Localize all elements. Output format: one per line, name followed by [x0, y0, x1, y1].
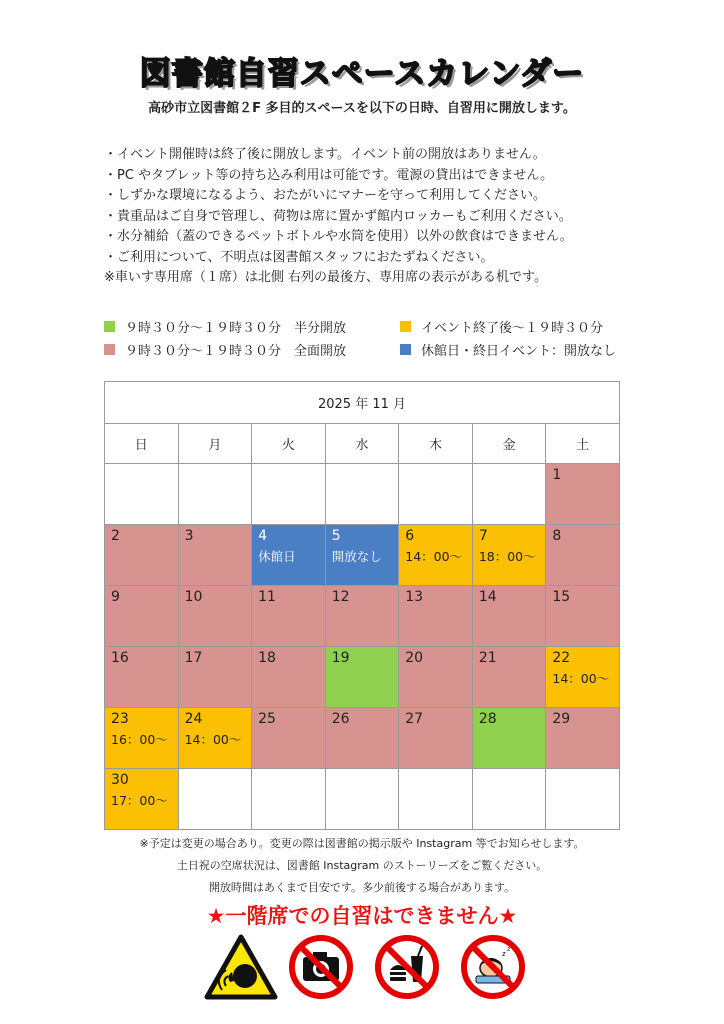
- empty-day-cell: [252, 769, 326, 830]
- day-number: 7: [478, 528, 488, 544]
- day-note: 14：00～: [184, 732, 242, 747]
- day-number: 5: [331, 528, 341, 544]
- calendar-table: [104, 381, 620, 830]
- day-cell: [546, 708, 620, 769]
- day-cell: [252, 647, 326, 708]
- day-cell: [105, 769, 179, 830]
- day-number: 24: [184, 711, 203, 727]
- legend-swatch-green: [104, 321, 115, 332]
- day-number: 30: [111, 772, 129, 788]
- day-number: 10: [184, 589, 203, 605]
- day-number: 6: [405, 528, 415, 544]
- footnote: 開放時間はあくまで目安です。多少前後する場合があります。: [208, 881, 516, 894]
- day-number: 27: [405, 711, 424, 727]
- calendar-week: [105, 647, 620, 708]
- calendar-week: [105, 586, 620, 647]
- first-floor-warning: ★一階席での自習はできません★: [206, 904, 518, 928]
- day-note: 14：00～: [552, 671, 610, 686]
- rule-item: ・水分補給（蓋のできるペットボトルや水筒を使用）以外の飲食はできません。: [104, 229, 573, 244]
- page-subtitle: 高砂市立図書館２F 多目的スペースを以下の日時、自習用に開放します。: [148, 101, 576, 116]
- day-cell: [325, 708, 399, 769]
- day-cell: [399, 708, 473, 769]
- day-cell: [105, 647, 179, 708]
- day-cell: [105, 525, 179, 586]
- day-cell: [472, 586, 546, 647]
- weekday-header: 木: [399, 424, 473, 464]
- legend-label: ９時３０分～１９時３０分 全面開放: [125, 344, 347, 359]
- legend-label: イベント終了後～１９時３０分: [421, 321, 604, 336]
- day-cell: [399, 525, 473, 586]
- day-note: 16：00～: [111, 732, 168, 747]
- day-cell: [178, 647, 252, 708]
- calendar-week: [105, 464, 620, 525]
- rule-item: ・ご利用について、不明点は図書館スタッフにおたずねください。: [104, 249, 494, 265]
- rules-list: [104, 145, 664, 289]
- empty-day-cell: [105, 464, 179, 525]
- empty-day-cell: [399, 464, 473, 525]
- day-number: 21: [478, 650, 497, 666]
- day-note: 18：00～: [478, 549, 536, 564]
- calendar-month: 2025 年 11 月: [105, 382, 620, 424]
- empty-day-cell: [399, 769, 473, 830]
- weekday-row: [105, 424, 620, 464]
- footnote: ※予定は変更の場合あり。変更の際は図書館の掲示版や Instagram 等でお知らせします。: [139, 837, 585, 850]
- day-cell: [178, 586, 252, 647]
- empty-day-cell: [252, 464, 326, 525]
- wheelchair-note: ※車いす専用席（１席）は北側 右列の最後方、専用席の表示がある机です。: [104, 270, 547, 285]
- footnote: 土日祝の空席状況は、図書館 Instagram のストーリーズをご覧ください。: [176, 859, 548, 872]
- weekday-header: 金: [472, 424, 546, 464]
- svg-text:z: z: [507, 946, 511, 953]
- legend-label: ９時３０分～１９時３０分 半分開放: [125, 321, 347, 336]
- day-number: 26: [331, 711, 350, 727]
- weekday-header: 日: [105, 424, 179, 464]
- calendar-week: [105, 769, 620, 830]
- day-number: 15: [552, 589, 571, 605]
- legend-full-open: [104, 340, 346, 359]
- svg-text:z: z: [502, 950, 506, 958]
- legend-swatch-pink: [104, 344, 115, 355]
- day-cell: [325, 586, 399, 647]
- empty-day-cell: [325, 769, 399, 830]
- day-number: 25: [258, 711, 276, 727]
- day-number: 20: [405, 650, 424, 666]
- day-note: 休館日: [258, 549, 296, 564]
- calendar-week: [105, 525, 620, 586]
- day-number: 14: [478, 589, 497, 605]
- weekday-header: 月: [178, 424, 252, 464]
- day-cell: [178, 525, 252, 586]
- day-cell: [252, 708, 326, 769]
- day-number: 12: [331, 589, 350, 605]
- day-number: 3: [184, 528, 194, 544]
- prohibition-icons: [204, 934, 524, 1000]
- day-cell: [105, 586, 179, 647]
- calendar-week: [105, 708, 620, 769]
- day-number: 9: [111, 589, 120, 605]
- empty-day-cell: [325, 464, 399, 525]
- day-cell: [399, 647, 473, 708]
- day-number: 2: [111, 528, 120, 544]
- day-cell: [325, 525, 399, 586]
- weekday-header: 土: [546, 424, 620, 464]
- no-food-drink-icon: [374, 934, 440, 1000]
- day-note: 17：00～: [111, 793, 168, 808]
- day-cell: [399, 586, 473, 647]
- page-title: 図書館自習スペースカレンダー: [139, 56, 585, 92]
- day-cell: [252, 586, 326, 647]
- rule-item: ・貴重品はご自身で管理し、荷物は席に置かず館内ロッカーもご利用ください。: [104, 208, 572, 224]
- day-cell: [472, 525, 546, 586]
- day-cell: [105, 708, 179, 769]
- empty-day-cell: [472, 769, 546, 830]
- day-cell: [252, 525, 326, 586]
- no-talking-icon: [204, 934, 278, 1000]
- day-cell: [178, 708, 252, 769]
- no-camera-icon: [288, 934, 354, 1000]
- empty-day-cell: [178, 769, 252, 830]
- day-number: 1: [552, 467, 562, 483]
- legend-half-open: [104, 317, 346, 336]
- footnotes: [0, 833, 724, 899]
- empty-day-cell: [546, 769, 620, 830]
- day-number: 19: [331, 650, 350, 666]
- day-number: 4: [258, 528, 268, 544]
- day-cell: [546, 647, 620, 708]
- day-cell: [546, 464, 620, 525]
- day-cell: [546, 525, 620, 586]
- day-note: 14：00～: [405, 549, 463, 564]
- rule-item: ・PC やタブレット等の持ち込み利用は可能です。電源の貸出はできません。: [104, 167, 554, 183]
- day-number: 16: [111, 650, 129, 666]
- day-cell: [546, 586, 620, 647]
- day-number: 18: [258, 650, 276, 666]
- empty-day-cell: [472, 464, 546, 525]
- day-number: 23: [111, 711, 129, 727]
- day-note: 開放なし: [331, 549, 382, 564]
- day-number: 29: [552, 711, 571, 727]
- legend-swatch-blue: [400, 344, 411, 355]
- legend-label: 休館日・終日イベント：開放なし: [421, 344, 617, 359]
- legend-swatch-orange: [400, 321, 411, 332]
- day-cell: [325, 647, 399, 708]
- day-number: 17: [184, 650, 203, 666]
- day-number: 22: [552, 650, 571, 666]
- legend-closed: [400, 340, 616, 359]
- weekday-header: 火: [252, 424, 326, 464]
- day-number: 11: [258, 589, 276, 605]
- day-number: 13: [405, 589, 424, 605]
- day-cell: [472, 708, 546, 769]
- no-sleeping-icon: [460, 934, 526, 1000]
- day-number: 28: [478, 711, 497, 727]
- day-cell: [472, 647, 546, 708]
- empty-day-cell: [178, 464, 252, 525]
- legend-after-event: [400, 317, 603, 336]
- day-number: 8: [552, 528, 562, 544]
- rule-item: ・しずかな環境になるよう、おたがいにマナーを守って利用してください。: [104, 188, 547, 203]
- weekday-header: 水: [325, 424, 399, 464]
- rule-item: ・イベント開催時は終了後に開放します。イベント前の開放はありません。: [104, 147, 546, 162]
